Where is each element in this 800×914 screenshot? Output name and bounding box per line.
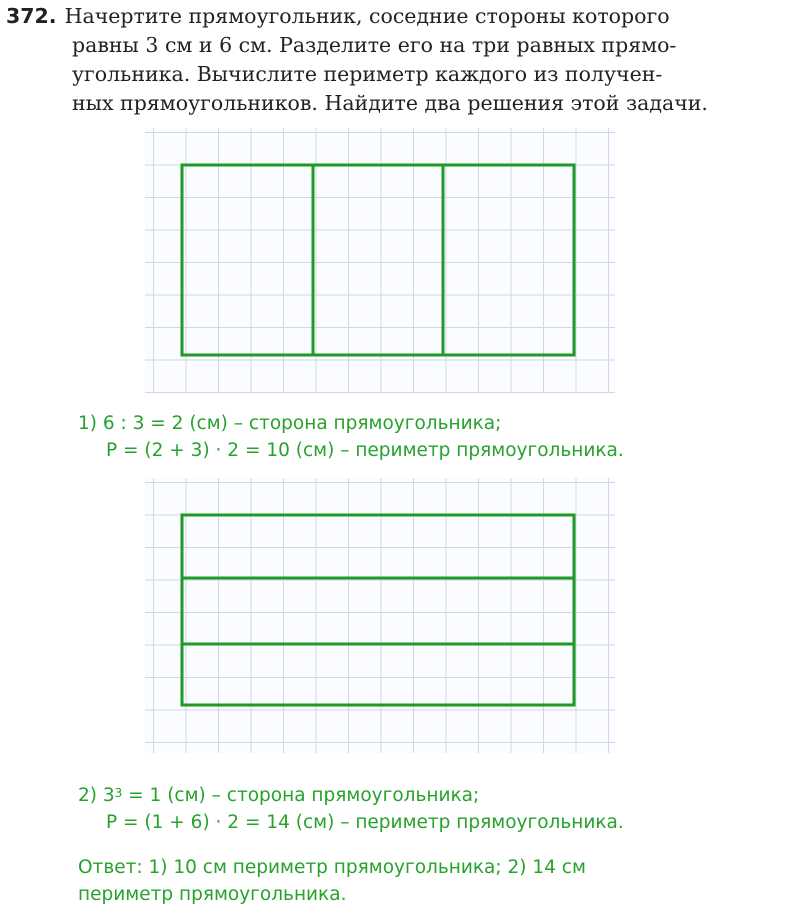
solution-1: [78, 410, 624, 464]
outer-rectangle-1: [182, 165, 574, 355]
solution-2-line-2: P = (1 + 6) · 2 = 14 (см) – периметр прямоугольника.: [106, 812, 624, 833]
superscript: 3: [114, 786, 123, 800]
problem-line-4: ных прямоугольников. Найдите два решения этой задачи.: [72, 91, 708, 115]
grid-paper-2: [145, 478, 615, 753]
solution-1-line-1: 1) 6 : 3 = 2 (см) – сторона прямоугольника;: [78, 413, 502, 434]
rectangle-figure-1: [145, 128, 615, 393]
problem-line-3: угольника. Вычислите периметр каждого из получен-: [72, 62, 663, 86]
grid-paper-1: [145, 128, 615, 393]
problem-number: 372.: [6, 4, 57, 28]
solution-2: [78, 782, 624, 836]
rectangle-figure-2: [145, 478, 615, 753]
answer: [78, 854, 586, 908]
solution-2-line-1: 2) $3^3 = 1$ (см) – сторона прямоугольника;: [78, 785, 480, 806]
answer-line-2: периметр прямоугольника.: [78, 884, 347, 905]
problem-line-2: равны 3 см и 6 см. Разделите его на три равных прямо-: [72, 33, 677, 57]
problem-line-1: 372. Начертите прямоугольник, соседние стороны которого: [6, 4, 670, 28]
solution-1-line-2: P = (2 + 3) · 2 = 10 (см) – периметр прямоугольника.: [106, 440, 624, 461]
answer-line-1: Ответ: 1) 10 см периметр прямоугольника; 2) 14 см: [78, 857, 586, 878]
outer-rectangle-2: [182, 515, 574, 705]
problem-statement: [6, 2, 796, 118]
